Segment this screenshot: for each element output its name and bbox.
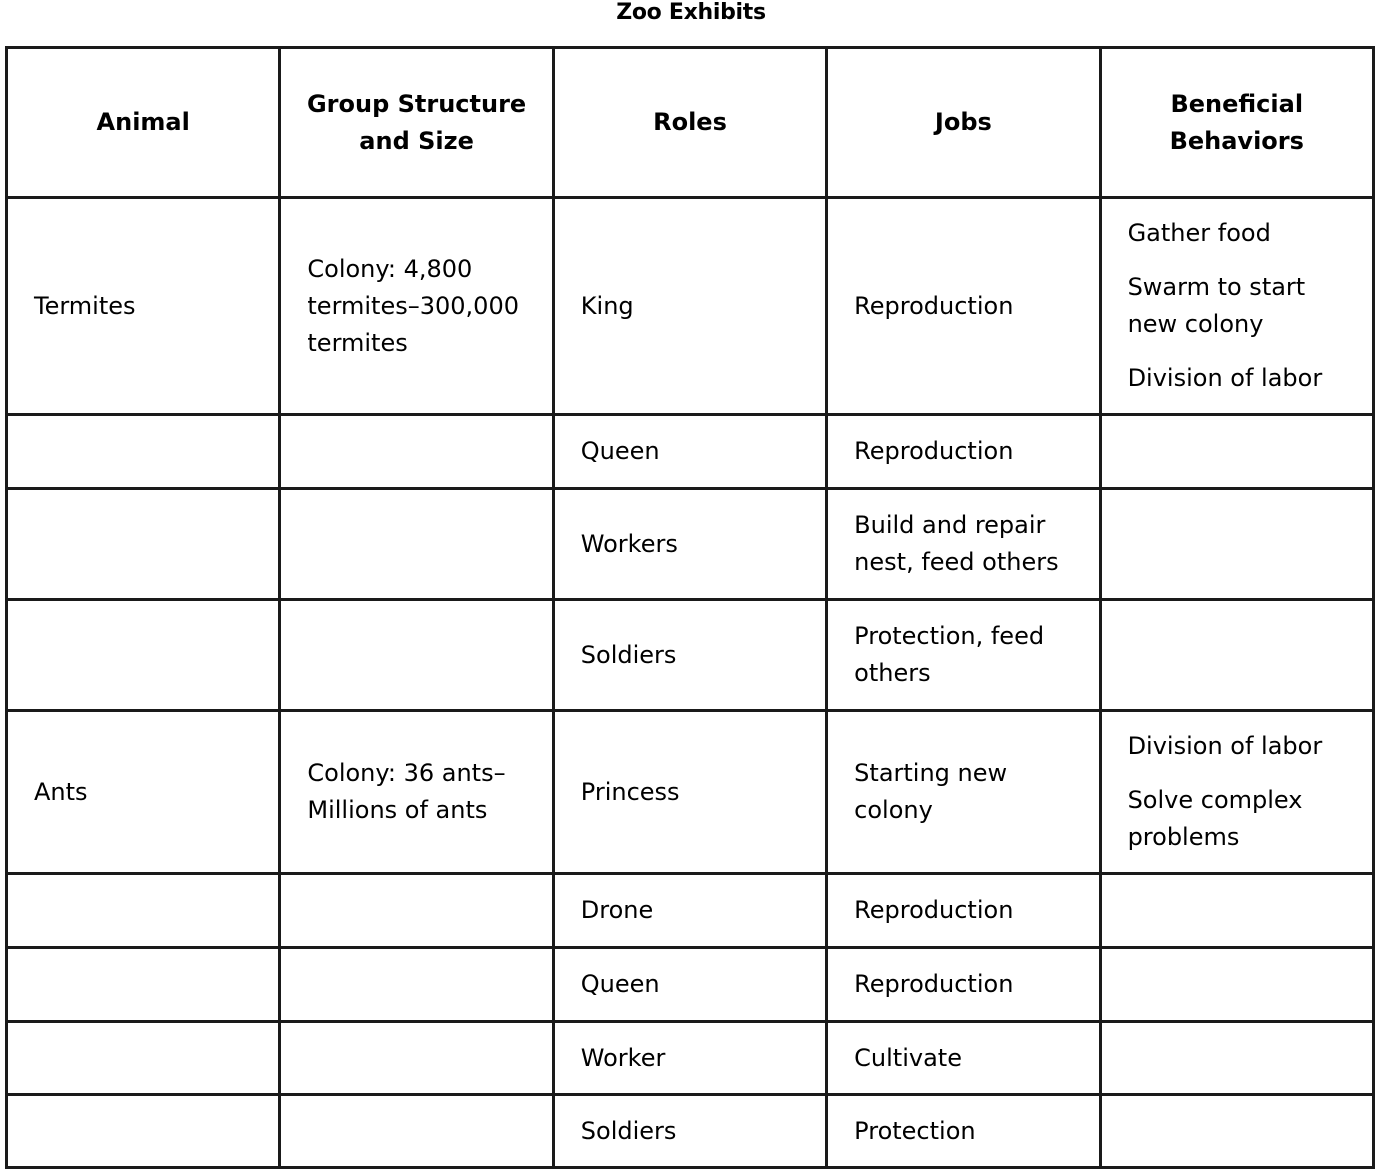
cell-group — [280, 1022, 553, 1095]
header-jobs: Jobs — [827, 48, 1100, 198]
header-group-structure: Group Structure and Size — [280, 48, 553, 198]
table-row — [7, 874, 1374, 948]
table-title: Zoo Exhibits — [616, 0, 766, 25]
header-row — [7, 48, 1374, 198]
cell-job: Build and repair nest, feed others — [827, 489, 1100, 600]
cell-behaviors — [1100, 198, 1373, 415]
cell-behaviors — [1100, 874, 1373, 948]
cell-job: Protection — [827, 1095, 1100, 1168]
cell-role: Worker — [553, 1022, 826, 1095]
cell-group — [280, 600, 553, 711]
cell-behaviors — [1100, 1095, 1373, 1168]
cell-role: Soldiers — [553, 600, 826, 711]
cell-behaviors — [1100, 600, 1373, 711]
cell-role: Workers — [553, 489, 826, 600]
cell-animal — [7, 415, 280, 489]
table-row — [7, 1095, 1374, 1168]
cell-role: Soldiers — [553, 1095, 826, 1168]
cell-role: Drone — [553, 874, 826, 948]
cell-role: Queen — [553, 415, 826, 489]
cell-job: Cultivate — [827, 1022, 1100, 1095]
cell-animal: Termites — [7, 198, 280, 415]
cell-group: Colony: 4,800 termites–300,000 termites — [280, 198, 553, 415]
cell-behaviors — [1100, 415, 1373, 489]
cell-role: King — [553, 198, 826, 415]
header-beneficial-behaviors: Beneficial Behaviors — [1100, 48, 1373, 198]
cell-group: Colony: 36 ants–Millions of ants — [280, 711, 553, 874]
cell-animal — [7, 1022, 280, 1095]
table-row — [7, 711, 1374, 874]
cell-job: Reproduction — [827, 948, 1100, 1022]
behavior-item: Division of labor — [1127, 732, 1323, 760]
table-row — [7, 1022, 1374, 1095]
cell-job: Reproduction — [827, 874, 1100, 948]
behavior-item: Division of labor — [1127, 364, 1323, 392]
cell-group — [280, 415, 553, 489]
cell-job: Reproduction — [827, 415, 1100, 489]
header-roles: Roles — [553, 48, 826, 198]
table-row — [7, 489, 1374, 600]
cell-animal: Ants — [7, 711, 280, 874]
cell-job: Protection, feed others — [827, 600, 1100, 711]
cell-animal — [7, 489, 280, 600]
cell-animal — [7, 948, 280, 1022]
behavior-item: Solve complex problems — [1127, 786, 1303, 851]
table-row — [7, 198, 1374, 415]
cell-job: Reproduction — [827, 198, 1100, 415]
cell-behaviors — [1100, 948, 1373, 1022]
table-row — [7, 600, 1374, 711]
cell-animal — [7, 1095, 280, 1168]
zoo-exhibits-table — [5, 46, 1375, 1169]
cell-behaviors — [1100, 1022, 1373, 1095]
cell-animal — [7, 874, 280, 948]
cell-group — [280, 489, 553, 600]
cell-behaviors — [1100, 711, 1373, 874]
cell-role: Princess — [553, 711, 826, 874]
behavior-item: Gather food — [1127, 219, 1271, 247]
cell-behaviors — [1100, 489, 1373, 600]
table-row — [7, 415, 1374, 489]
cell-role: Queen — [553, 948, 826, 1022]
table-row — [7, 948, 1374, 1022]
cell-group — [280, 1095, 553, 1168]
cell-group — [280, 874, 553, 948]
behavior-item: Swarm to start new colony — [1127, 273, 1306, 338]
cell-job: Starting new colony — [827, 711, 1100, 874]
cell-animal — [7, 600, 280, 711]
cell-group — [280, 948, 553, 1022]
header-animal: Animal — [7, 48, 280, 198]
